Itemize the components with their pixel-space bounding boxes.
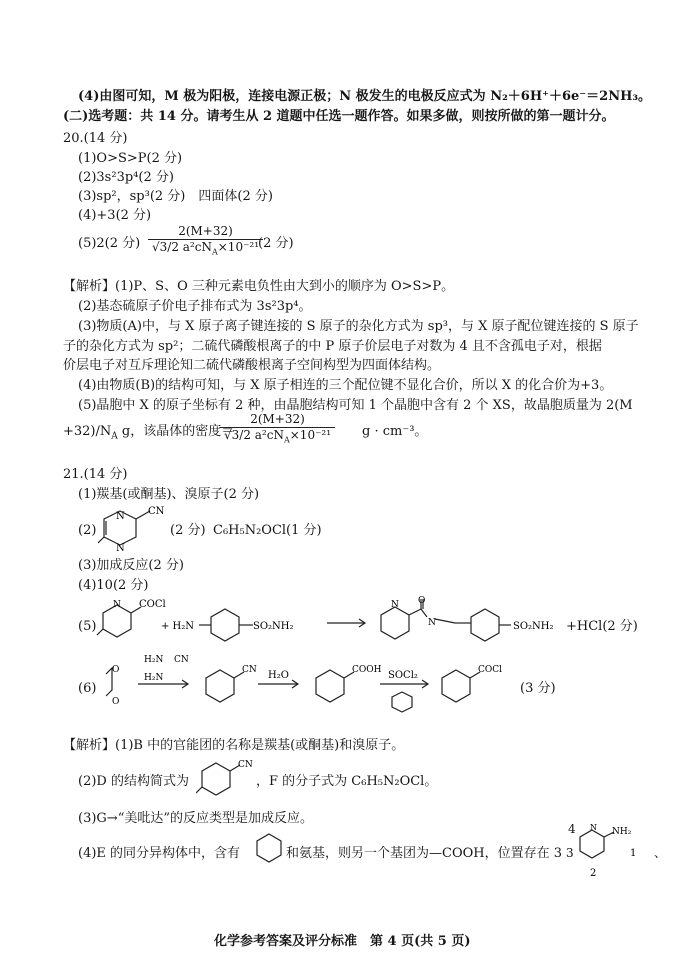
synthesis-route-6 xyxy=(98,648,538,718)
q20-analysis-5b: $+32)/N_A$ g，该晶体的密度＝ xyxy=(63,424,235,442)
q20-analysis-3c: 价层电子对互斥理论知二硫代磷酸根离子空间构型为四面体结构。 xyxy=(63,358,441,373)
q21-heading: 21.(14 分) xyxy=(63,467,128,482)
structure-d-inline xyxy=(196,757,254,801)
cn-group: CN xyxy=(242,665,257,675)
q21-analysis-3: (3)G→“美吡达”的反应类型是加成反应。 xyxy=(78,811,313,826)
sulfonamide-group-product: SO₂NH₂ xyxy=(513,621,554,632)
q20-answer-5-score: (2 分) xyxy=(258,236,294,251)
q21-answer-2-formula: C₆H₅N₂OCl(1 分) xyxy=(213,523,322,538)
q20-answer-2: (2)3s²3p⁴(2 分) xyxy=(78,170,174,185)
section-heading: (二)选考题：共 14 分。请考生从 2 道题中任选一题作答。如果多做，则按所做的第一题计分。 xyxy=(63,109,615,124)
o-atom: O xyxy=(418,596,426,606)
n-atom: N xyxy=(116,511,125,522)
q20-answer-1: (1)O>S>P(2 分) xyxy=(78,151,183,166)
structure-d xyxy=(98,505,168,555)
q20-analysis-3b: 子的杂化方式为 sp²；二硫代磷酸根离子的中 P 原子价层电子对数为 4 且不含孤电子对，根据 xyxy=(63,339,602,354)
n-atom: N xyxy=(590,823,597,832)
prev-answer-4: (4)由图可知，M 极为阳极，连接电源正极；N 极发生的电极反应式为 N₂＋6H⁺＋6e⁻＝2NH₃。 xyxy=(78,89,652,104)
pyridine-ring xyxy=(254,830,284,866)
q21-analysis-2b: ，F 的分子式为 C₆H₅N₂OCl。 xyxy=(256,774,438,789)
q21-answer-5-label: (5) xyxy=(78,619,97,634)
o-atom: O xyxy=(112,697,120,707)
q21-answer-3: (3)加成反应(2 分) xyxy=(78,558,184,573)
fraction-denominator: √3/2 $a^2cN_A\times 10^{-21}$ xyxy=(224,428,332,445)
q21-answer-5-tail: +HCl(2 分) xyxy=(566,619,638,634)
cn-group: CN xyxy=(148,506,165,517)
q20-analysis-2: (2)基态硫原子价电子排布式为 3s²3p⁴。 xyxy=(78,299,312,314)
q21-answer-6-score: (3 分) xyxy=(520,681,556,696)
position-4: 4 xyxy=(568,822,576,836)
density-unit: g · cm⁻³。 xyxy=(362,424,428,439)
cocl-group: COCl xyxy=(139,599,166,610)
q20-analysis-5a: (5)晶胞中 X 的原子坐标有 2 种，由晶胞结构可知 1 个晶胞中含有 2 个 XS，故晶胞质量为 2(M xyxy=(78,398,633,413)
o-atom: O xyxy=(112,665,120,675)
density-fraction xyxy=(148,224,263,259)
cooh-group: COOH xyxy=(352,665,382,675)
fraction-numerator: 2(M+32) xyxy=(148,224,263,240)
cn-group: CN xyxy=(174,655,189,665)
n-atom: N xyxy=(113,600,121,610)
diamine-reagent: H₂N xyxy=(144,673,164,683)
page-footer: 化学参考答案及评分标准 第 4 页(共 5 页) xyxy=(214,934,471,949)
fraction-denominator: √3/2 $a^2cN_A\times 10^{-21}$ xyxy=(152,240,260,257)
density-fraction-2 xyxy=(220,412,335,447)
q21-answer-4: (4)10(2 分) xyxy=(78,578,149,593)
sulfonamide-group: SO₂NH₂ xyxy=(253,621,294,632)
aminopyridine-structure xyxy=(574,820,644,880)
q21-answer-2-score: (2 分) xyxy=(170,523,206,538)
q20-analysis-1: 【解析】(1)P、S、O 三种元素电负性由大到小的顺序为 O>S>P。 xyxy=(63,279,455,294)
q20-analysis-4: (4)由物质(B)的结构可知，与 X 原子相连的三个配位键不显化合价，所以 X 的化合价为+3。 xyxy=(78,378,613,393)
q20-analysis-3a: (3)物质(A)中，与 X 原子离子键连接的 S 原子的杂化方式为 sp³，与 X 原子配位键连接的 S 原子 xyxy=(78,319,639,334)
reagent-socl2: SOCl₂ xyxy=(388,670,418,681)
nh-atom: N xyxy=(428,618,436,628)
q20-answer-4: (4)+3(2 分) xyxy=(78,208,152,223)
q21-analysis-4a: (4)E 的同分异构体中，含有 xyxy=(78,846,241,861)
q21-answer-6-label: (6) xyxy=(78,681,97,696)
q21-analysis-1: 【解析】(1)B 中的官能团的名称是羰基(或酮基)和溴原子。 xyxy=(63,738,405,753)
position-2: 2 xyxy=(590,868,597,879)
q20-heading: 20.(14 分) xyxy=(63,131,128,146)
q21-answer-2-label: (2) xyxy=(78,523,97,538)
enumeration-comma: 、 xyxy=(654,846,667,860)
amine-reagent: + H₂N xyxy=(161,621,195,632)
nh2-group: NH₂ xyxy=(612,827,632,837)
cocl-group: COCl xyxy=(478,665,503,675)
q20-answer-5: (5)2(2 分) xyxy=(78,236,141,251)
cn-group: CN xyxy=(238,760,253,770)
n-atom: N xyxy=(116,543,125,554)
reagent-water: H₂O xyxy=(268,670,289,681)
q21-answer-1: (1)羰基(或酮基)、溴原子(2 分) xyxy=(78,487,260,502)
watermark xyxy=(365,157,399,198)
position-1: 1 xyxy=(630,848,637,859)
q21-analysis-2a: (2)D 的结构简式为 xyxy=(78,774,189,789)
fraction-numerator: 2(M+32) xyxy=(220,412,335,428)
q21-analysis-4b: 和氨基，则另一个基团为—COOH，位置存在 3 xyxy=(286,846,563,861)
q20-answer-3: (3)sp²，sp³(2 分) 四面体(2 分) xyxy=(78,189,273,204)
diamine-reagent: H₂N xyxy=(144,655,164,665)
n-atom: N xyxy=(391,600,399,610)
position-3: 3 xyxy=(566,846,574,860)
